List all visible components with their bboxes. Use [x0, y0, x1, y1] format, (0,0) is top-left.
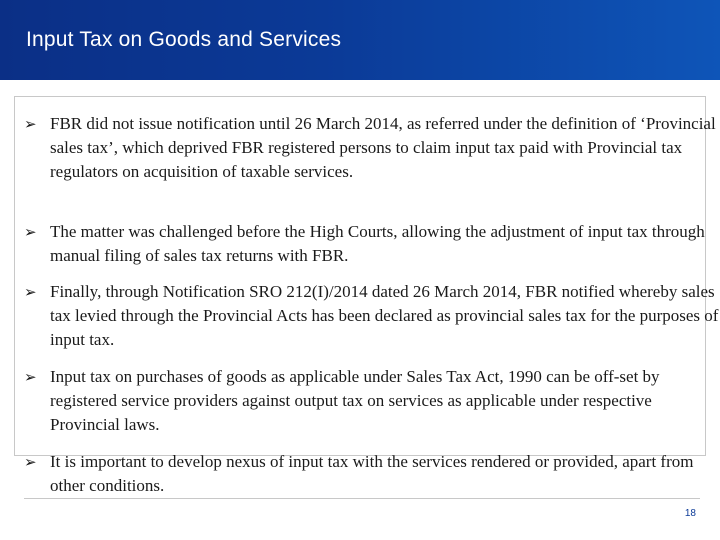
bullet-item	[24, 280, 720, 353]
arrow-bullet-icon: ➢	[24, 453, 37, 471]
bullet-item	[24, 112, 720, 185]
title-bar	[0, 0, 720, 80]
slide-title: Input Tax on Goods and Services	[26, 28, 342, 51]
bullet-item	[24, 220, 720, 268]
bullet-text: FBR did not issue notification until 26 March 2014, as referred under the definition of ‘Provincial sales tax’, which deprived FBR registered persons to claim input tax paid with Provincial tax regulators on acquisition of taxable services.	[50, 114, 716, 182]
arrow-bullet-icon: ➢	[24, 115, 37, 133]
arrow-bullet-icon: ➢	[24, 223, 37, 241]
arrow-bullet-icon: ➢	[24, 368, 37, 386]
bullet-item	[24, 450, 720, 498]
bullet-text: It is important to develop nexus of input tax with the services rendered or provided, apart from other conditions.	[50, 452, 694, 496]
bullet-text: Input tax on purchases of goods as applicable under Sales Tax Act, 1990 can be off-set by registered service providers against output tax on services as applicable under respective Provincial laws.	[50, 367, 660, 435]
bullet-text: The matter was challenged before the High Courts, allowing the adjustment of input tax through manual filing of sales tax returns with FBR.	[50, 222, 705, 266]
bullet-item	[24, 365, 720, 438]
arrow-bullet-icon: ➢	[24, 283, 37, 301]
page-number: 18	[684, 508, 696, 519]
bullet-text: Finally, through Notification SRO 212(I)/2014 dated 26 March 2014, FBR notified whereby sales tax levied through the Provincial Acts has been declared as provincial sales tax for the purposes of input tax.	[50, 282, 719, 350]
footer-divider	[24, 498, 700, 499]
